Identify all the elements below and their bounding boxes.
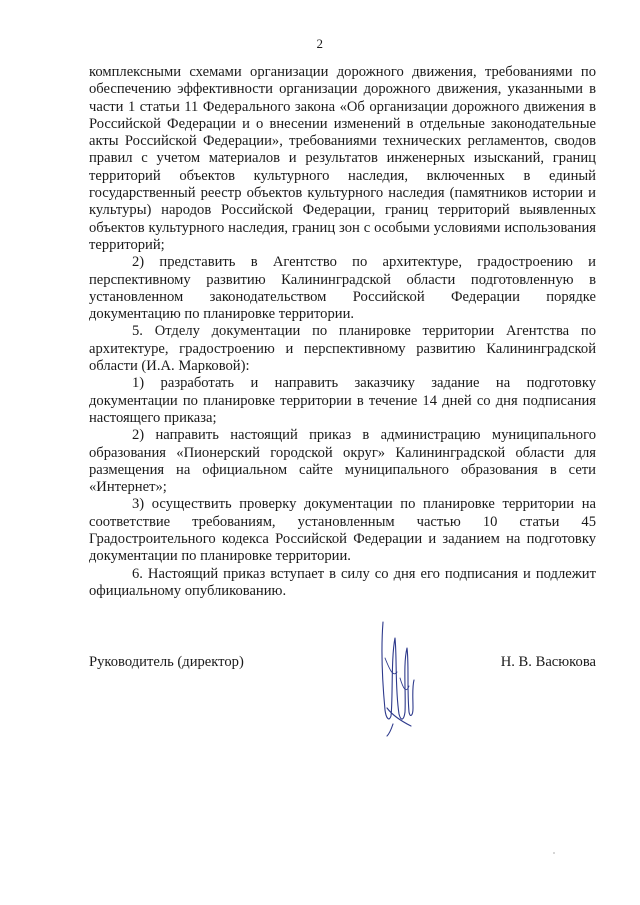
paragraph-item-3-check: 3) осуществить проверку документации по планировке территории на соответствие требованиям, установленным частью 10 статьи 45 Градостроительного кодекса Российской Федерации и заданием на подготовку документации по планировке территории. xyxy=(89,496,596,565)
signature-block xyxy=(89,654,596,676)
scan-speck xyxy=(553,852,555,854)
paragraph-section-6: 6. Настоящий приказ вступает в силу со дня его подписания и подлежит официальному опубликованию. xyxy=(89,565,596,599)
handwritten-signature xyxy=(373,618,423,738)
paragraph-item-2-submit: 2) представить в Агентство по архитектуре, градостроению и перспективному развитию Калининградской области подготовленную в установленном законодательством Российской Федерации порядке документацию по планировке территории. xyxy=(89,254,596,323)
paragraph-section-5: 5. Отделу документации по планировке территории Агентства по архитектуре, градостроению и перспективному развитию Калининградской области (И.А. Марковой): xyxy=(89,323,596,375)
document-body xyxy=(89,64,596,600)
paragraph-item-2-send: 2) направить настоящий приказ в администрацию муниципального образования «Пионерский городской округ» Калининградской области для размещения на официальном сайте муниципального образования в сети «Интернет»; xyxy=(89,427,596,496)
paragraph-item-1-task: 1) разработать и направить заказчику задание на подготовку документации по планировке территории в течение 14 дней со дня подписания настоящего приказа; xyxy=(89,375,596,426)
signer-role: Руководитель (директор) xyxy=(89,654,244,670)
page-number: 2 xyxy=(316,36,324,51)
paragraph-continuation: комплексными схемами организации дорожного движения, требованиями по обеспечению эффективности организации дорожного движения, указанными в части 1 статьи 11 Федерального закона «Об организации дорожного движения в Российской Федерации и о внесении изменений в отдельные законодательные акты Российской Федерации», требованиями технических регламентов, сводов правил с учетом материалов и результатов инженерных изысканий, границ территорий объектов культурного наследия, включенных в единый государственный реестр объектов культурного наследия (памятников истории и культуры) народов Российской Федерации, границ территорий выявленных объектов культурного наследия, границ зон с особыми условиями использования территорий; xyxy=(89,64,596,253)
signer-name: Н. В. Васюкова xyxy=(500,654,596,670)
